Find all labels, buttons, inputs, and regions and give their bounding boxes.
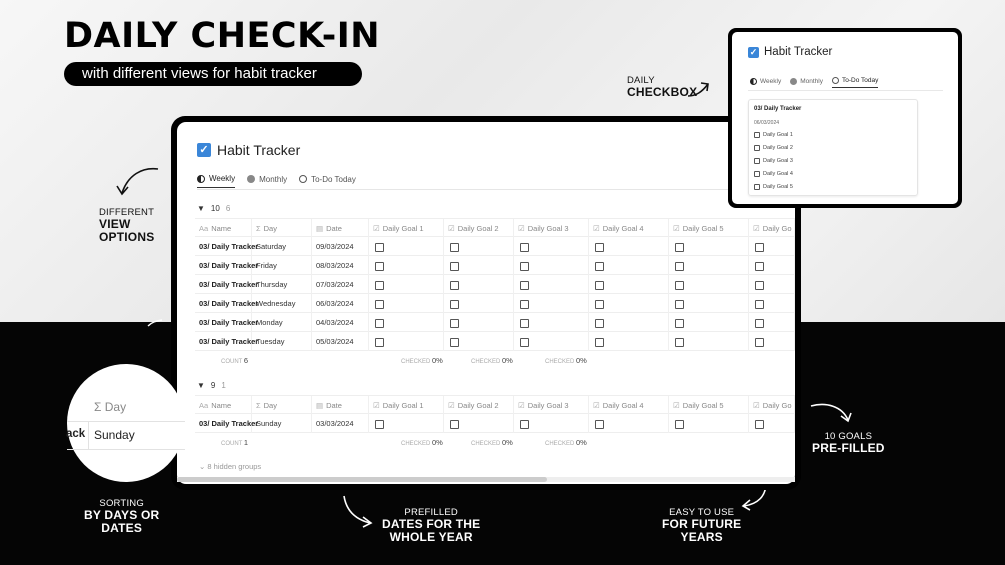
goal-checkbox[interactable] [754,132,760,138]
checked-label: CHECKED [545,359,575,365]
column-header-day[interactable] [252,219,312,238]
goal-checkbox[interactable] [755,338,764,347]
column-header-goal-5[interactable] [669,219,749,238]
column-header-label: Day [263,401,277,410]
goal-checkbox[interactable] [375,319,384,328]
goal-label: Daily Goal 4 [763,171,793,177]
row-name[interactable]: 03/ Daily Tracker [195,414,252,433]
column-header-name[interactable] [195,219,252,238]
goal-checkbox[interactable] [755,262,764,271]
checkbox-column-icon: ☑ [593,224,600,233]
goal-checkbox[interactable] [595,262,604,271]
divider [67,421,185,422]
goal-checkbox[interactable] [754,184,760,190]
tab-label: Monthly [800,77,823,85]
goal-checkbox[interactable] [520,281,529,290]
table-footer [195,433,795,452]
checked-summary[interactable] [397,351,457,370]
goal-checkbox[interactable] [595,420,604,429]
arrow-icon [686,78,714,100]
laptop-frame [171,116,801,490]
callout-big-text: CHECKBOX [627,85,698,99]
goal-checkbox[interactable] [595,300,604,309]
goal-label: Daily Goal 5 [763,184,793,190]
checkbox-column-icon: ☑ [673,224,680,233]
goal-checkbox[interactable] [755,420,764,429]
callout-small-text: 10 GOALS [824,431,873,442]
ring-icon [299,175,307,183]
checkbox-column-icon: ☑ [373,224,380,233]
tabs-divider [197,189,775,190]
callout-small-text: EASY TO USE [669,507,735,518]
daily-goal-item[interactable] [754,145,793,151]
goal-checkbox[interactable] [754,171,760,177]
tab-monthly[interactable] [247,174,287,188]
goal-checkbox[interactable] [755,319,764,328]
goal-checkbox[interactable] [755,300,764,309]
checkbox-column-icon: ☑ [448,401,455,410]
arrow-icon [112,165,162,199]
column-header-label: Daily Goal 4 [602,224,644,233]
goal-checkbox[interactable] [675,420,684,429]
column-header-label: Daily Goal 2 [457,401,499,410]
table-footer [195,351,795,370]
goal-checkbox[interactable] [450,338,459,347]
column-header-label: Daily Goal 1 [382,401,424,410]
column-header-goal-3[interactable] [514,396,589,415]
checked-value: 0% [576,438,587,447]
table-row[interactable] [195,256,795,275]
checked-value: 0% [502,356,513,365]
column-header-date[interactable] [312,219,369,238]
row-name[interactable]: 03/ Daily Tracker [195,294,252,313]
group-label: 9 [210,381,216,390]
column-header-label: Daily Goal 5 [682,224,724,233]
chevron-down-icon: ⌄ [199,462,206,471]
checked-label: CHECKED [401,441,431,447]
callout-sorting [84,498,159,535]
column-header-goal-6[interactable] [749,219,795,238]
half-circle-icon [750,78,757,85]
formula-icon: Σ [256,224,261,233]
card-item-title: 03/ Daily Tracker [754,106,802,112]
day-column-zoom [67,364,185,482]
column-header-goal-6[interactable] [749,396,795,415]
count-value: 1 [243,438,249,447]
callout-small-text: SORTING [99,498,144,509]
arrow-icon [808,400,854,424]
goal-checkbox[interactable] [675,300,684,309]
callout-big-text: PRE-FILLED [812,441,885,455]
half-circle-icon [197,175,205,183]
tab-label: Weekly [760,77,782,85]
column-header-label: Daily Go [762,224,792,233]
zoom-day-value: Sunday [94,428,135,442]
daily-goal-item[interactable] [754,158,793,164]
checked-label: CHECKED [471,359,501,365]
filled-circle-icon [790,78,797,85]
column-header-label: Daily Goal 1 [382,224,424,233]
todo-today-card [728,28,962,208]
group-header[interactable] [197,204,230,213]
goal-checkbox[interactable] [375,262,384,271]
goal-checkbox[interactable] [595,338,604,347]
column-header-label: Name [211,401,232,410]
table-row[interactable] [195,294,795,313]
column-header-goal-4[interactable] [589,219,669,238]
goal-checkbox[interactable] [520,420,529,429]
checked-summary[interactable] [541,433,601,452]
callout-big-text: YEARS [680,530,723,544]
divider [88,422,89,449]
checked-summary[interactable] [467,351,527,370]
daily-goal-item[interactable] [754,184,793,190]
callout-big-text: DATES [101,521,143,535]
goal-checkbox[interactable] [450,243,459,252]
callout-big-text: BY DAYS OR [84,508,160,522]
count-summary[interactable] [217,351,277,370]
column-header-goal-2[interactable] [444,219,514,238]
page-title-text: Habit Tracker [217,142,301,158]
goal-checkbox[interactable] [675,243,684,252]
page-title [197,142,300,158]
checked-value: 0% [432,356,443,365]
group-count: 6 [225,204,231,213]
checkbox-column-icon: ☑ [448,224,455,233]
row-day: Sunday [252,414,312,433]
text-icon: Aa [199,401,209,410]
callout-view-options [99,207,154,244]
tab-label: Weekly [209,174,236,183]
column-header-goal-4[interactable] [589,396,669,415]
goal-checkbox[interactable] [375,243,384,252]
callout-small-text: DAILY [627,75,655,86]
checkbox-column-icon: ☑ [593,401,600,410]
goal-checkbox[interactable] [450,281,459,290]
headline: DAILY CHECK-IN [64,16,381,56]
goal-checkbox[interactable] [450,300,459,309]
callout-big-text: OPTIONS [99,230,155,244]
callout-goals-prefilled [812,431,885,455]
checkbox-column-icon: ☑ [373,401,380,410]
table-row[interactable] [195,237,795,256]
checkbox-column-icon: ☑ [518,224,525,233]
column-header-goal-3[interactable] [514,219,589,238]
formula-icon: Σ [94,400,102,414]
callout-future-years [662,507,741,544]
column-header-goal-1[interactable] [369,396,444,415]
row-date[interactable]: 08/03/2024 [312,256,369,275]
checkbox-column-icon: ☑ [753,224,760,233]
tab-label: To-Do Today [311,174,356,184]
table-group-9 [195,395,795,452]
group-label: 10 [210,204,220,213]
column-header-label: Date [326,224,342,233]
row-date[interactable]: 07/03/2024 [312,275,369,294]
subheadline-pill: with different views for habit tracker [64,62,362,86]
calendar-icon: ▤ [316,401,324,410]
text-icon: Aa [199,224,209,233]
checked-summary[interactable] [541,351,601,370]
count-label: COUNT [221,359,243,365]
row-day: Friday [252,256,312,275]
table-row[interactable] [195,414,795,433]
zoom-header [94,400,126,414]
goal-label: Daily Goal 1 [763,132,793,138]
checkbox-column-icon: ☑ [673,401,680,410]
callout-big-text: DATES FOR THE [382,517,481,531]
goal-checkbox[interactable] [375,420,384,429]
goal-checkbox[interactable] [450,420,459,429]
goal-checkbox[interactable] [375,300,384,309]
goal-label: Daily Goal 3 [763,158,793,164]
count-label: COUNT [221,441,243,447]
column-header-label: Daily Go [762,401,792,410]
toggle-triangle-icon[interactable]: ▼ [197,204,205,213]
filled-circle-icon [247,175,255,183]
card-title-text: Habit Tracker [764,46,833,58]
row-date[interactable]: 09/03/2024 [312,237,369,256]
goal-checkbox[interactable] [595,281,604,290]
goal-checkbox[interactable] [375,338,384,347]
goal-checkbox[interactable] [450,262,459,271]
zoom-header-label: Day [104,400,127,414]
tab-to-do-today[interactable] [299,174,356,188]
table-header-row [195,218,795,237]
goal-checkbox[interactable] [675,281,684,290]
card-window [732,32,958,204]
row-date[interactable]: 03/03/2024 [312,414,369,433]
tab-weekly[interactable] [750,77,781,88]
tab-weekly[interactable] [197,174,235,188]
table-row[interactable] [195,275,795,294]
card-title [748,46,832,58]
checked-value: 0% [576,356,587,365]
column-header-label: Daily Goal 3 [527,401,569,410]
checked-value: 0% [502,438,513,447]
row-date[interactable]: 04/03/2024 [312,313,369,332]
scrollbar-thumb[interactable] [177,477,547,482]
row-day: Thursday [252,275,312,294]
column-header-label: Name [211,224,232,233]
goal-checkbox[interactable] [520,338,529,347]
goal-checkbox[interactable] [755,281,764,290]
tab-monthly[interactable] [790,77,823,88]
callout-big-text: WHOLE YEAR [389,530,473,544]
card-view-tabs [750,77,878,88]
row-date[interactable]: 06/03/2024 [312,294,369,313]
arrow-icon [340,493,376,529]
checked-label: CHECKED [401,359,431,365]
group-header[interactable] [197,381,226,390]
callout-small-text: DIFFERENT [99,207,155,218]
row-date[interactable]: 05/03/2024 [312,332,369,351]
hidden-groups-toggle[interactable] [199,462,261,471]
goal-label: Daily Goal 2 [763,145,793,151]
column-header-label: Date [326,401,342,410]
checkbox-column-icon: ☑ [753,401,760,410]
goal-checkbox[interactable] [375,281,384,290]
zoom-name-fragment: ack [66,428,86,440]
goal-checkbox[interactable] [595,319,604,328]
row-day: Tuesday [252,332,312,351]
count-summary[interactable] [217,433,277,452]
count-value: 6 [243,356,249,365]
tab-label: Monthly [259,174,288,184]
row-name[interactable]: 03/ Daily Tracker [195,313,252,332]
column-header-label: Day [263,224,277,233]
column-header-goal-5[interactable] [669,396,749,415]
checkbox-icon: ✓ [197,143,211,157]
row-name[interactable]: 03/ Daily Tracker [195,237,252,256]
table-header-row [195,395,795,414]
goal-checkbox[interactable] [520,300,529,309]
goal-checkbox[interactable] [755,243,764,252]
row-name[interactable]: 03/ Daily Tracker [195,332,252,351]
column-header-name[interactable] [195,396,252,415]
ring-icon [832,77,839,84]
checkbox-icon: ✓ [749,46,758,57]
view-tabs [197,174,356,188]
checked-summary[interactable] [467,433,527,452]
daily-goal-item[interactable] [754,132,793,138]
callout-small-text: PREFILLED [404,507,458,518]
callout-prefilled-dates [382,507,480,544]
daily-tracker-card[interactable] [748,99,918,196]
table-row[interactable] [195,313,795,332]
goal-checkbox[interactable] [520,319,529,328]
row-day: Wednesday [252,294,312,313]
column-header-date[interactable] [312,396,369,415]
checked-value: 0% [432,438,443,447]
toggle-triangle-icon[interactable]: ▼ [197,381,205,390]
row-name[interactable]: 03/ Daily Tracker [195,256,252,275]
row-day: Saturday [252,237,312,256]
habit-tracker-window [177,122,795,484]
callout-big-text: FOR FUTURE [662,517,742,531]
card-item-date: 06/03/2024 [754,120,780,126]
tab-label: To-Do Today [841,77,879,84]
goal-checkbox[interactable] [754,145,760,151]
column-header-goal-1[interactable] [369,219,444,238]
table-row[interactable] [195,332,795,351]
column-header-label: Daily Goal 2 [457,224,499,233]
formula-icon: Σ [256,401,261,410]
checked-label: CHECKED [471,441,501,447]
goal-checkbox[interactable] [675,262,684,271]
checked-label: CHECKED [545,441,575,447]
tabs-divider [748,90,943,91]
column-header-label: Daily Goal 5 [682,401,724,410]
goal-checkbox[interactable] [595,243,604,252]
column-header-goal-2[interactable] [444,396,514,415]
arrow-icon [146,318,168,328]
daily-goal-item[interactable] [754,171,793,177]
goal-checkbox[interactable] [450,319,459,328]
goal-checkbox[interactable] [754,158,760,164]
column-header-label: Daily Goal 3 [527,224,569,233]
calendar-icon: ▤ [316,224,324,233]
row-day: Monday [252,313,312,332]
column-header-day[interactable] [252,396,312,415]
callout-big-text: VIEW [99,217,131,231]
checkbox-column-icon: ☑ [518,401,525,410]
divider [67,449,185,450]
goal-checkbox[interactable] [675,319,684,328]
checked-summary[interactable] [397,433,457,452]
tab-to-do-today[interactable] [832,77,878,88]
column-header-label: Daily Goal 4 [602,401,644,410]
group-count: 1 [221,381,226,390]
goal-checkbox[interactable] [675,338,684,347]
goal-checkbox[interactable] [520,262,529,271]
table-group-10 [195,218,795,370]
row-name[interactable]: 03/ Daily Tracker [195,275,252,294]
goal-checkbox[interactable] [520,243,529,252]
hidden-groups-label: 8 hidden groups [207,462,262,471]
